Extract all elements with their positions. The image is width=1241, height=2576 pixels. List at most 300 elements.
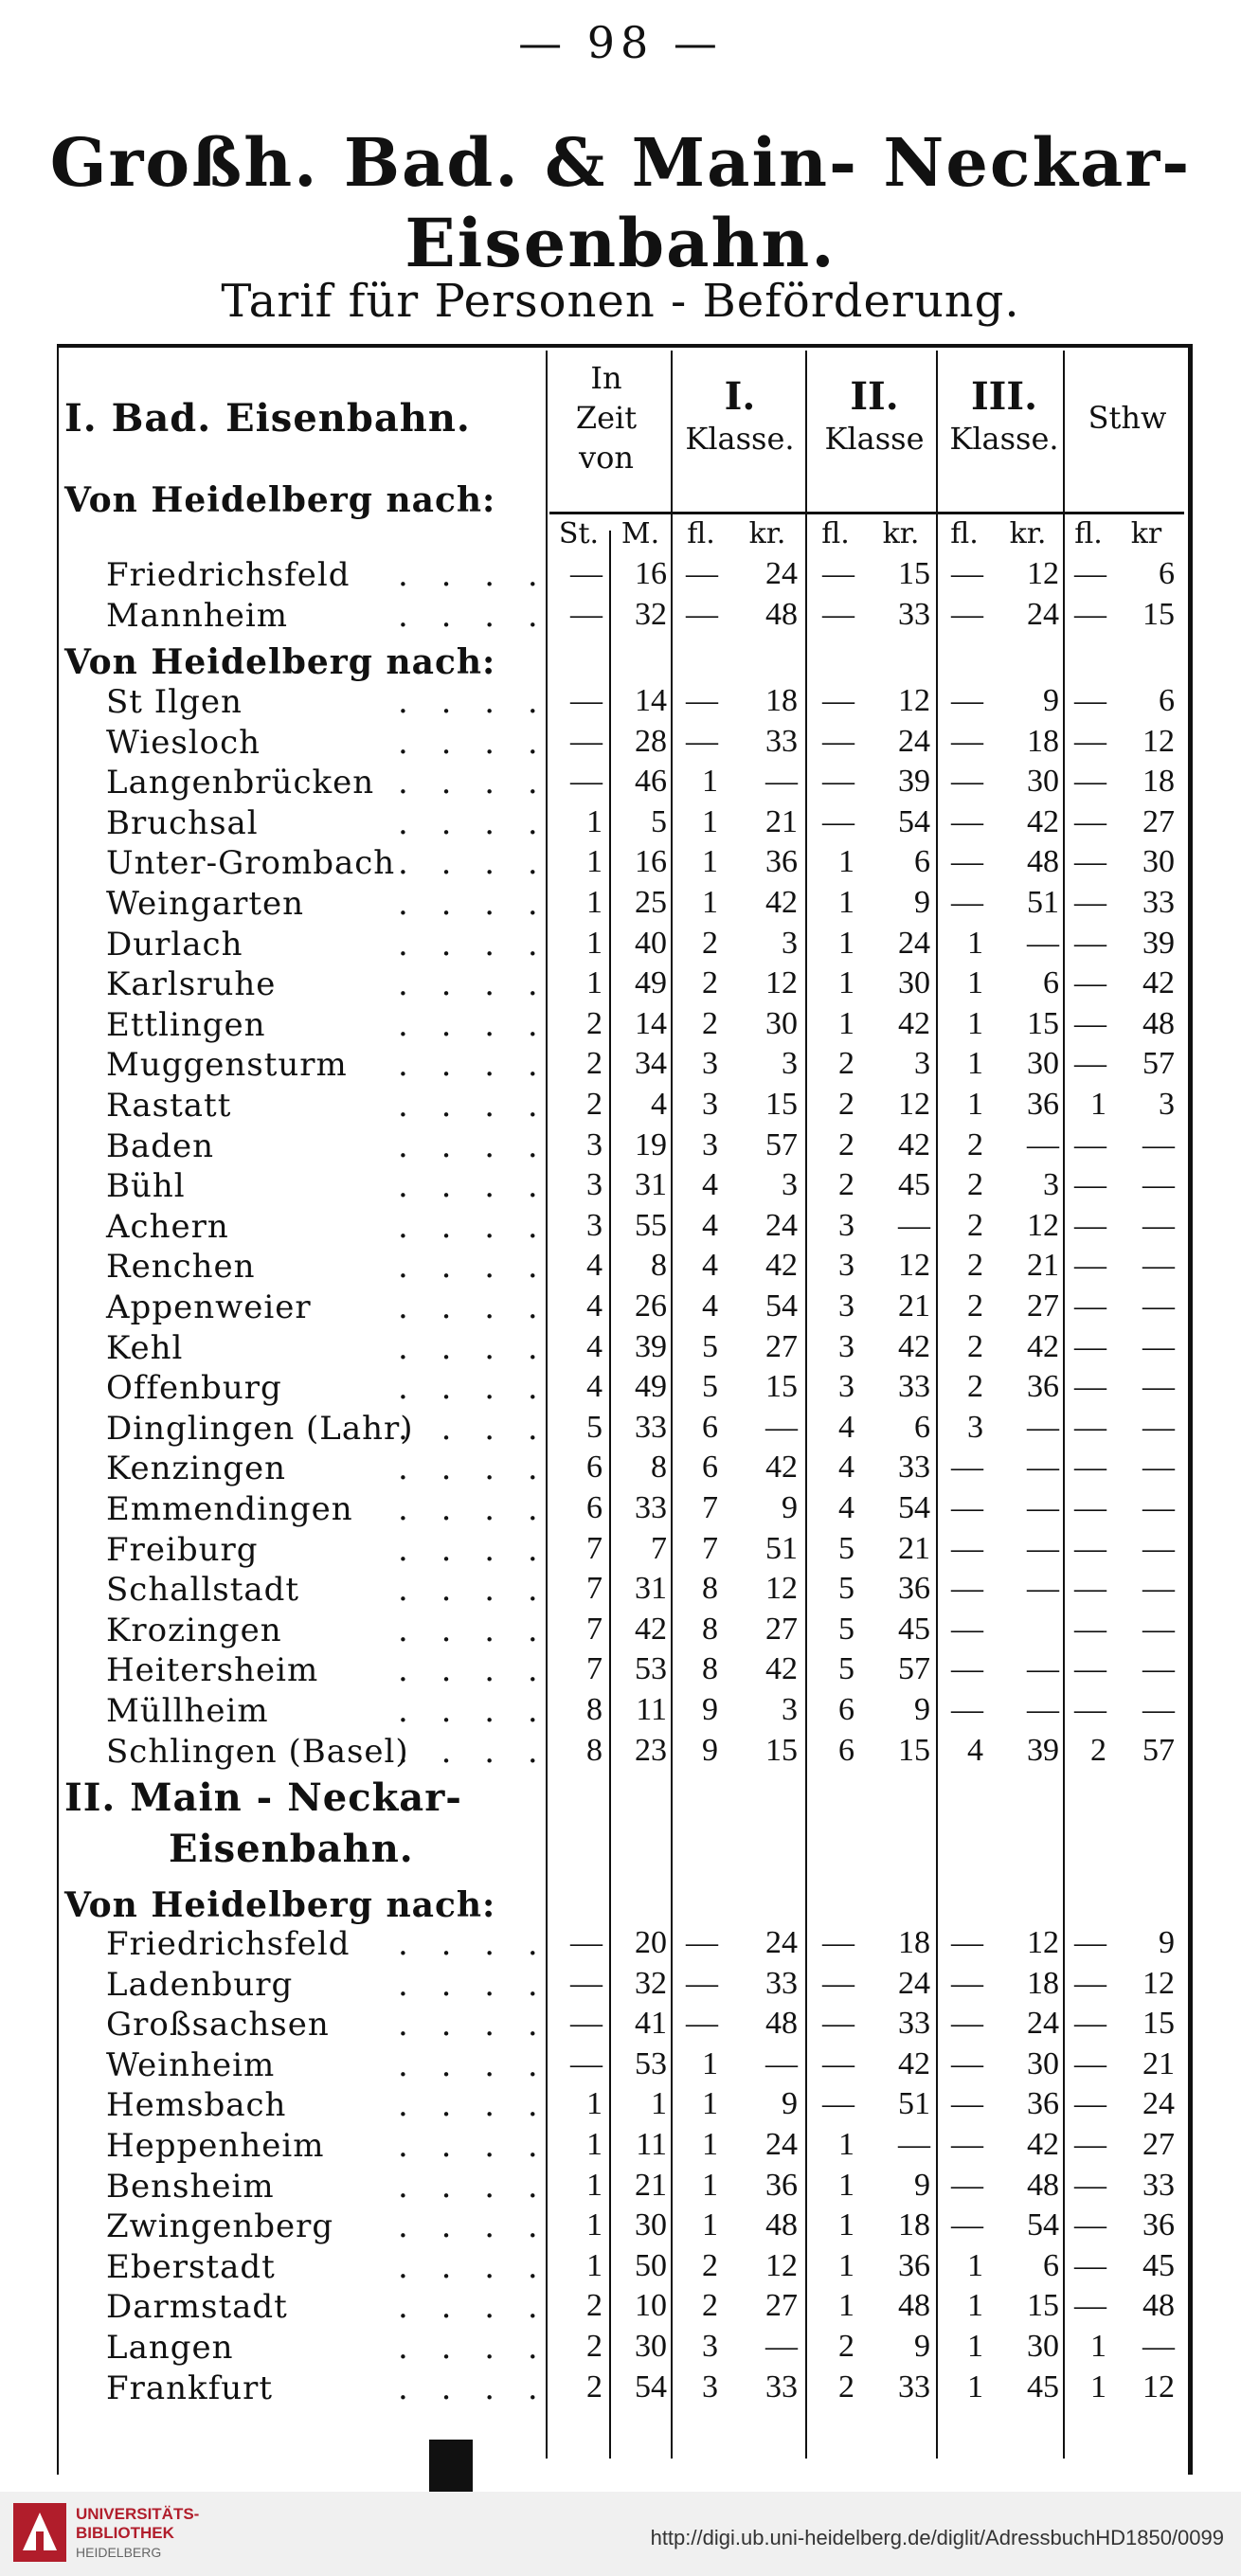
table-cell: 2 (586, 1046, 603, 1082)
table-cell: 6 (702, 1450, 718, 1486)
table-cell: 18 (898, 1925, 930, 1960)
table-cell: 49 (635, 1369, 667, 1405)
table-cell: 33 (898, 1450, 930, 1486)
leader-dots: . . . . (398, 1248, 549, 1287)
leader-dots: . . . . (398, 2288, 549, 2327)
table-cell: 21 (1142, 2045, 1175, 2081)
table-cell: 27 (765, 1328, 798, 1364)
page-number: — 98 — (518, 17, 723, 68)
table-cell: 32 (635, 1965, 667, 2001)
table-cell: — (1142, 1651, 1175, 1687)
table-cell: 34 (635, 1046, 667, 1082)
table-cell: 1 (586, 925, 603, 961)
table-cell: — (1142, 1692, 1175, 1727)
unit-kr-3: kr. (1009, 517, 1047, 550)
station-name: Bühl (106, 1167, 186, 1206)
station-name: Baden (106, 1126, 215, 1165)
table-cell: — (951, 1925, 983, 1960)
leader-dots: . . . . (398, 1328, 549, 1367)
table-cell: 33 (1142, 2167, 1175, 2203)
table-cell: 57 (765, 1126, 798, 1162)
table-cell: 12 (1142, 1965, 1175, 2001)
table-cell: 39 (635, 1328, 667, 1364)
table-cell: 57 (898, 1651, 930, 1687)
table-cell: 33 (635, 1490, 667, 1525)
table-cell: — (1074, 1369, 1106, 1405)
table-cell: — (1142, 1248, 1175, 1284)
table-cell: — (1074, 1126, 1106, 1162)
station-name: Heppenheim (106, 2127, 325, 2165)
header-klasse-3-num: III. (970, 374, 1038, 419)
table-cell: — (1074, 925, 1106, 961)
table-cell: 18 (1142, 764, 1175, 800)
station-name: Dinglingen (Lahr) (106, 1409, 414, 1448)
table-cell: 11 (636, 2127, 667, 2162)
table-cell: 1 (838, 844, 854, 880)
table-cell: 46 (635, 764, 667, 800)
table-cell: 42 (898, 1126, 930, 1162)
station-name: Durlach (106, 925, 243, 964)
table-cell: 1 (702, 2086, 718, 2122)
table-cell: 15 (765, 1732, 798, 1768)
library-name (76, 2505, 199, 2562)
table-cell: 27 (765, 2288, 798, 2324)
table-cell: 42 (765, 1248, 798, 1284)
unit-fl-1: fl. (687, 517, 715, 550)
table-cell: 1 (967, 1005, 983, 1041)
table-cell: — (1074, 1288, 1106, 1324)
table-cell: 9 (1043, 683, 1059, 718)
table-cell: 24 (765, 1925, 798, 1960)
station-name: Mannheim (106, 596, 289, 635)
table-cell: — (570, 1925, 603, 1960)
table-cell: 48 (1142, 2288, 1175, 2324)
header-rule (549, 512, 1184, 514)
table-cell: 12 (1027, 1925, 1059, 1960)
table-cell: 3 (586, 1207, 603, 1243)
table-cell: 3 (838, 1369, 854, 1405)
station-name: Renchen (106, 1248, 256, 1287)
table-cell: — (686, 723, 718, 759)
table-cell: 1 (586, 2247, 603, 2283)
table-cell: 42 (1027, 1328, 1059, 1364)
table-cell: 48 (1027, 844, 1059, 880)
table-cell: 1 (702, 844, 718, 880)
page-title: Großh. Bad. & Main- Neckar- (49, 123, 1192, 202)
table-cell: 33 (635, 1409, 667, 1445)
table-cell: — (1142, 1369, 1175, 1405)
table-cell: 2 (967, 1167, 983, 1203)
table-cell: 2 (586, 2369, 603, 2405)
table-cell: 1 (1090, 2369, 1106, 2405)
table-cell: 30 (1027, 764, 1059, 800)
table-cell: 36 (898, 2247, 930, 2283)
from-heading-2: Von Heidelberg nach: (64, 642, 496, 682)
leader-dots: . . . . (398, 925, 549, 964)
unit-fl-4: fl. (1074, 517, 1103, 550)
table-cell: — (1074, 1207, 1106, 1243)
table-cell: — (686, 2006, 718, 2042)
table-cell: 24 (765, 2127, 798, 2162)
station-name: Karlsruhe (106, 965, 277, 1004)
station-name: Kenzingen (106, 1450, 286, 1488)
table-cell: — (1027, 1571, 1059, 1607)
table-cell: 33 (765, 2369, 798, 2405)
table-cell: 36 (898, 1571, 930, 1607)
table-cell: 3 (782, 1046, 798, 1082)
table-cell: 3 (702, 2369, 718, 2405)
table-cell: 1 (586, 803, 603, 839)
leader-dots: . . . . (398, 2045, 549, 2084)
table-cell: 7 (586, 1651, 603, 1687)
table-cell: 4 (838, 1490, 854, 1525)
table-cell: — (951, 2086, 983, 2122)
table-cell: 2 (586, 1087, 603, 1122)
station-name: Bensheim (106, 2167, 275, 2206)
table-cell: 1 (838, 2127, 854, 2162)
table-cell: — (1074, 764, 1106, 800)
table-cell: 1 (838, 2167, 854, 2203)
table-cell: 9 (782, 1490, 798, 1525)
table-cell: 24 (1027, 596, 1059, 632)
table-cell: 30 (1027, 2329, 1059, 2364)
table-cell: 51 (898, 2086, 930, 2122)
station-name: Müllheim (106, 1692, 269, 1730)
table-cell: 1 (838, 2288, 854, 2324)
leader-dots: . . . . (398, 1207, 549, 1246)
table-cell: — (951, 1611, 983, 1647)
station-name: Friedrichsfeld (106, 556, 351, 594)
table-cell: — (1142, 1288, 1175, 1324)
unit-fl-3: fl. (950, 517, 979, 550)
table-cell: 30 (1142, 844, 1175, 880)
table-cell: — (1027, 1651, 1059, 1687)
table-cell: — (1027, 1530, 1059, 1566)
table-cell: — (570, 764, 603, 800)
table-cell: — (1142, 2329, 1175, 2364)
station-name: Hemsbach (106, 2086, 287, 2125)
table-cell: 16 (635, 844, 667, 880)
station-name: Krozingen (106, 1611, 282, 1649)
table-cell: 1 (586, 965, 603, 1001)
table-cell: 31 (635, 1167, 667, 1203)
table-cell: — (951, 885, 983, 920)
table-cell: — (765, 764, 798, 800)
table-cell: 6 (914, 1409, 930, 1445)
table-cell: 33 (898, 596, 930, 632)
table-cell: — (951, 844, 983, 880)
leader-dots: . . . . (398, 1005, 549, 1044)
table-cell: 24 (765, 556, 798, 591)
table-cell: 1 (586, 2127, 603, 2162)
table-cell: 25 (635, 885, 667, 920)
table-cell: 8 (651, 1248, 667, 1284)
table-cell: 4 (586, 1288, 603, 1324)
table-cell: 36 (1027, 1087, 1059, 1122)
table-cell: — (1142, 1126, 1175, 1162)
header-klasse-1 (678, 374, 801, 459)
table-cell: 5 (702, 1328, 718, 1364)
table-cell: 50 (635, 2247, 667, 2283)
table-cell: 2 (838, 1087, 854, 1122)
table-cell: 1 (967, 2288, 983, 2324)
table-cell: — (1074, 683, 1106, 718)
station-name: Friedrichsfeld (106, 1925, 351, 1963)
station-name: Ladenburg (106, 1965, 294, 2004)
table-cell: 42 (765, 1450, 798, 1486)
table-cell: 3 (838, 1328, 854, 1364)
table-cell: 49 (635, 965, 667, 1001)
table-cell: 5 (838, 1611, 854, 1647)
table-cell: 39 (1027, 1732, 1059, 1768)
table-cell: 2 (967, 1369, 983, 1405)
header-zeit-line3: von (579, 440, 634, 476)
section-title-1: I. Bad. Eisenbahn. (64, 396, 471, 441)
table-cell: 7 (586, 1611, 603, 1647)
table-cell: — (1074, 1692, 1106, 1727)
footer-bar (0, 2492, 1241, 2576)
table-cell: 54 (765, 1288, 798, 1324)
table-cell: 6 (838, 1692, 854, 1727)
table-cell: 24 (898, 723, 930, 759)
unit-kr-4: kr (1130, 517, 1162, 550)
table-cell: 42 (898, 2045, 930, 2081)
table-cell: 33 (765, 723, 798, 759)
table-cell: — (1074, 2127, 1106, 2162)
table-cell: 24 (1142, 2086, 1175, 2122)
station-name: Kehl (106, 1328, 184, 1367)
table-cell: — (1027, 1692, 1059, 1727)
header-klasse-1-label: Klasse. (685, 421, 795, 457)
table-cell: 9 (1159, 1925, 1175, 1960)
table-cell: 3 (1159, 1087, 1175, 1122)
table-cell: — (765, 2045, 798, 2081)
table-cell: 36 (1027, 1369, 1059, 1405)
table-cell: — (1074, 885, 1106, 920)
table-cell: 30 (898, 965, 930, 1001)
table-cell: — (1027, 925, 1059, 961)
table-cell: — (822, 556, 854, 591)
table-cell: — (951, 2045, 983, 2081)
table-cell: 15 (765, 1087, 798, 1122)
leader-dots: . . . . (398, 1167, 549, 1206)
table-cell: 2 (838, 2329, 854, 2364)
table-cell: 8 (702, 1611, 718, 1647)
table-cell: 54 (635, 2369, 667, 2405)
table-cell: 12 (765, 2247, 798, 2283)
table-cell: 12 (1142, 2369, 1175, 2405)
table-cell: 54 (898, 1490, 930, 1525)
table-cell: 15 (1142, 596, 1175, 632)
station-name: Schlingen (Basel) (106, 1732, 409, 1771)
table-cell: — (686, 1925, 718, 1960)
table-cell: — (951, 1571, 983, 1607)
table-cell: 54 (1027, 2207, 1059, 2243)
table-cell: 33 (765, 1965, 798, 2001)
table-cell: 1 (702, 885, 718, 920)
unit-fl-2: fl. (821, 517, 850, 550)
table-cell: 36 (765, 2167, 798, 2203)
table-cell: — (951, 1692, 983, 1727)
table-cell: — (822, 764, 854, 800)
table-cell: — (1142, 1207, 1175, 1243)
table-cell: 1 (967, 2369, 983, 2405)
station-name: Weingarten (106, 885, 305, 923)
table-cell: 39 (1142, 925, 1175, 961)
table-cell: 18 (898, 2207, 930, 2243)
table-cell: 18 (1027, 723, 1059, 759)
table-cell: — (822, 803, 854, 839)
table-cell: 12 (898, 683, 930, 718)
table-cell: — (951, 723, 983, 759)
leader-dots: . . . . (398, 1611, 549, 1649)
table-cell: — (951, 1490, 983, 1525)
table-cell: 6 (702, 1409, 718, 1445)
table-cell: 4 (586, 1248, 603, 1284)
leader-dots: . . . . (398, 2127, 549, 2165)
table-cell: 3 (838, 1248, 854, 1284)
leader-dots: . . . . (398, 1571, 549, 1610)
table-cell: 2 (838, 1126, 854, 1162)
table-cell: 21 (1027, 1248, 1059, 1284)
table-cell: 45 (898, 1167, 930, 1203)
table-cell: 5 (651, 803, 667, 839)
table-cell: 36 (765, 844, 798, 880)
table-cell: 1 (967, 1046, 983, 1082)
table-cell: 45 (898, 1611, 930, 1647)
unit-kr-2: kr. (882, 517, 920, 550)
table-cell: — (1074, 2247, 1106, 2283)
table-cell: — (1074, 2006, 1106, 2042)
table-cell: 2 (967, 1126, 983, 1162)
table-cell: 48 (1142, 1005, 1175, 1041)
table-cell: 1 (702, 2127, 718, 2162)
table-cell: — (1142, 1450, 1175, 1486)
station-name: Darmstadt (106, 2288, 288, 2327)
table-cell: 6 (914, 844, 930, 880)
leader-dots: . . . . (398, 1046, 549, 1085)
table-cell: 6 (1159, 556, 1175, 591)
table-cell: 30 (635, 2329, 667, 2364)
table-cell: 15 (898, 1732, 930, 1768)
table-cell: 2 (967, 1328, 983, 1364)
table-cell: 45 (1027, 2369, 1059, 2405)
table-cell: 48 (765, 2006, 798, 2042)
table-cell: — (1142, 1530, 1175, 1566)
table-cell: 54 (898, 803, 930, 839)
table-cell: — (1074, 2086, 1106, 2122)
table-cell: — (1074, 1611, 1106, 1647)
table-cell: 42 (898, 1328, 930, 1364)
table-cell: 53 (635, 1651, 667, 1687)
leader-dots: . . . . (398, 1732, 549, 1771)
table-cell: — (570, 2006, 603, 2042)
table-cell: 1 (838, 965, 854, 1001)
leader-dots: . . . . (398, 2369, 549, 2407)
leader-dots: . . . . (398, 683, 549, 721)
table-cell: 1 (586, 2167, 603, 2203)
table-cell: 48 (765, 2207, 798, 2243)
source-url-link[interactable]: http://digi.ub.uni-heidelberg.de/diglit/AdressbuchHD1850/0099 (650, 2526, 1224, 2549)
table-cell: 12 (1142, 723, 1175, 759)
table-cell: 3 (967, 1409, 983, 1445)
table-cell: 36 (1027, 2086, 1059, 2122)
station-name: Heitersheim (106, 1651, 319, 1690)
station-name: Appenweier (106, 1288, 312, 1326)
table-cell: 1 (702, 764, 718, 800)
table-cell: — (1074, 1651, 1106, 1687)
leader-dots: . . . . (398, 1965, 549, 2004)
header-zeit-line2: Zeit (575, 400, 638, 436)
table-cell: 2 (838, 1046, 854, 1082)
station-name: Frankfurt (106, 2369, 274, 2407)
table-cell: — (951, 1651, 983, 1687)
table-cell: — (1074, 556, 1106, 591)
table-cell: 27 (1142, 803, 1175, 839)
table-cell: 2 (702, 2247, 718, 2283)
table-cell: 3 (702, 2329, 718, 2364)
table-cell: 4 (702, 1207, 718, 1243)
table-cell: 42 (1142, 965, 1175, 1001)
table-cell: — (1074, 1965, 1106, 2001)
table-cell: 33 (898, 2369, 930, 2405)
header-klasse-2 (813, 374, 936, 459)
table-cell: 2 (967, 1207, 983, 1243)
table-cell: 2 (586, 1005, 603, 1041)
table-cell: — (1074, 1328, 1106, 1364)
table-cell: — (1074, 1005, 1106, 1041)
table-cell: — (570, 723, 603, 759)
leader-dots: . . . . (398, 1925, 549, 1963)
table-cell: — (822, 723, 854, 759)
table-cell: 15 (1027, 2288, 1059, 2324)
table-cell: 6 (1159, 683, 1175, 718)
table-cell: — (1074, 1530, 1106, 1566)
table-cell: — (1142, 1167, 1175, 1203)
table-cell: 3 (702, 1126, 718, 1162)
table-cell: 3 (586, 1167, 603, 1203)
table-cell: — (1074, 1490, 1106, 1525)
table-cell: — (686, 683, 718, 718)
table-cell: 27 (1027, 1288, 1059, 1324)
station-name: Unter-Grombach (106, 844, 396, 883)
table-cell: 2 (702, 1005, 718, 1041)
table-cell: 3 (702, 1046, 718, 1082)
table-cell: 4 (586, 1369, 603, 1405)
table-cell: — (1142, 1611, 1175, 1647)
table-cell: 12 (765, 1571, 798, 1607)
table-cell: 24 (765, 1207, 798, 1243)
table-cell: — (1074, 596, 1106, 632)
table-cell: 53 (635, 2045, 667, 2081)
table-cell: — (1142, 1571, 1175, 1607)
leader-dots: . . . . (398, 723, 549, 762)
table-cell: 32 (635, 596, 667, 632)
col-rule (671, 351, 673, 2459)
table-cell: 1 (967, 2329, 983, 2364)
page-subtitle: Tarif für Personen - Beförderung. (221, 275, 1020, 328)
station-name: Achern (106, 1207, 229, 1246)
table-cell: 11 (636, 1692, 667, 1727)
table-cell: — (1074, 1046, 1106, 1082)
table-cell: 39 (898, 764, 930, 800)
leader-dots: . . . . (398, 2247, 549, 2286)
table-cell: 5 (702, 1369, 718, 1405)
table-cell: 24 (1027, 2006, 1059, 2042)
station-name: Offenburg (106, 1369, 282, 1408)
table-cell: — (951, 596, 983, 632)
table-cell: — (765, 2329, 798, 2364)
